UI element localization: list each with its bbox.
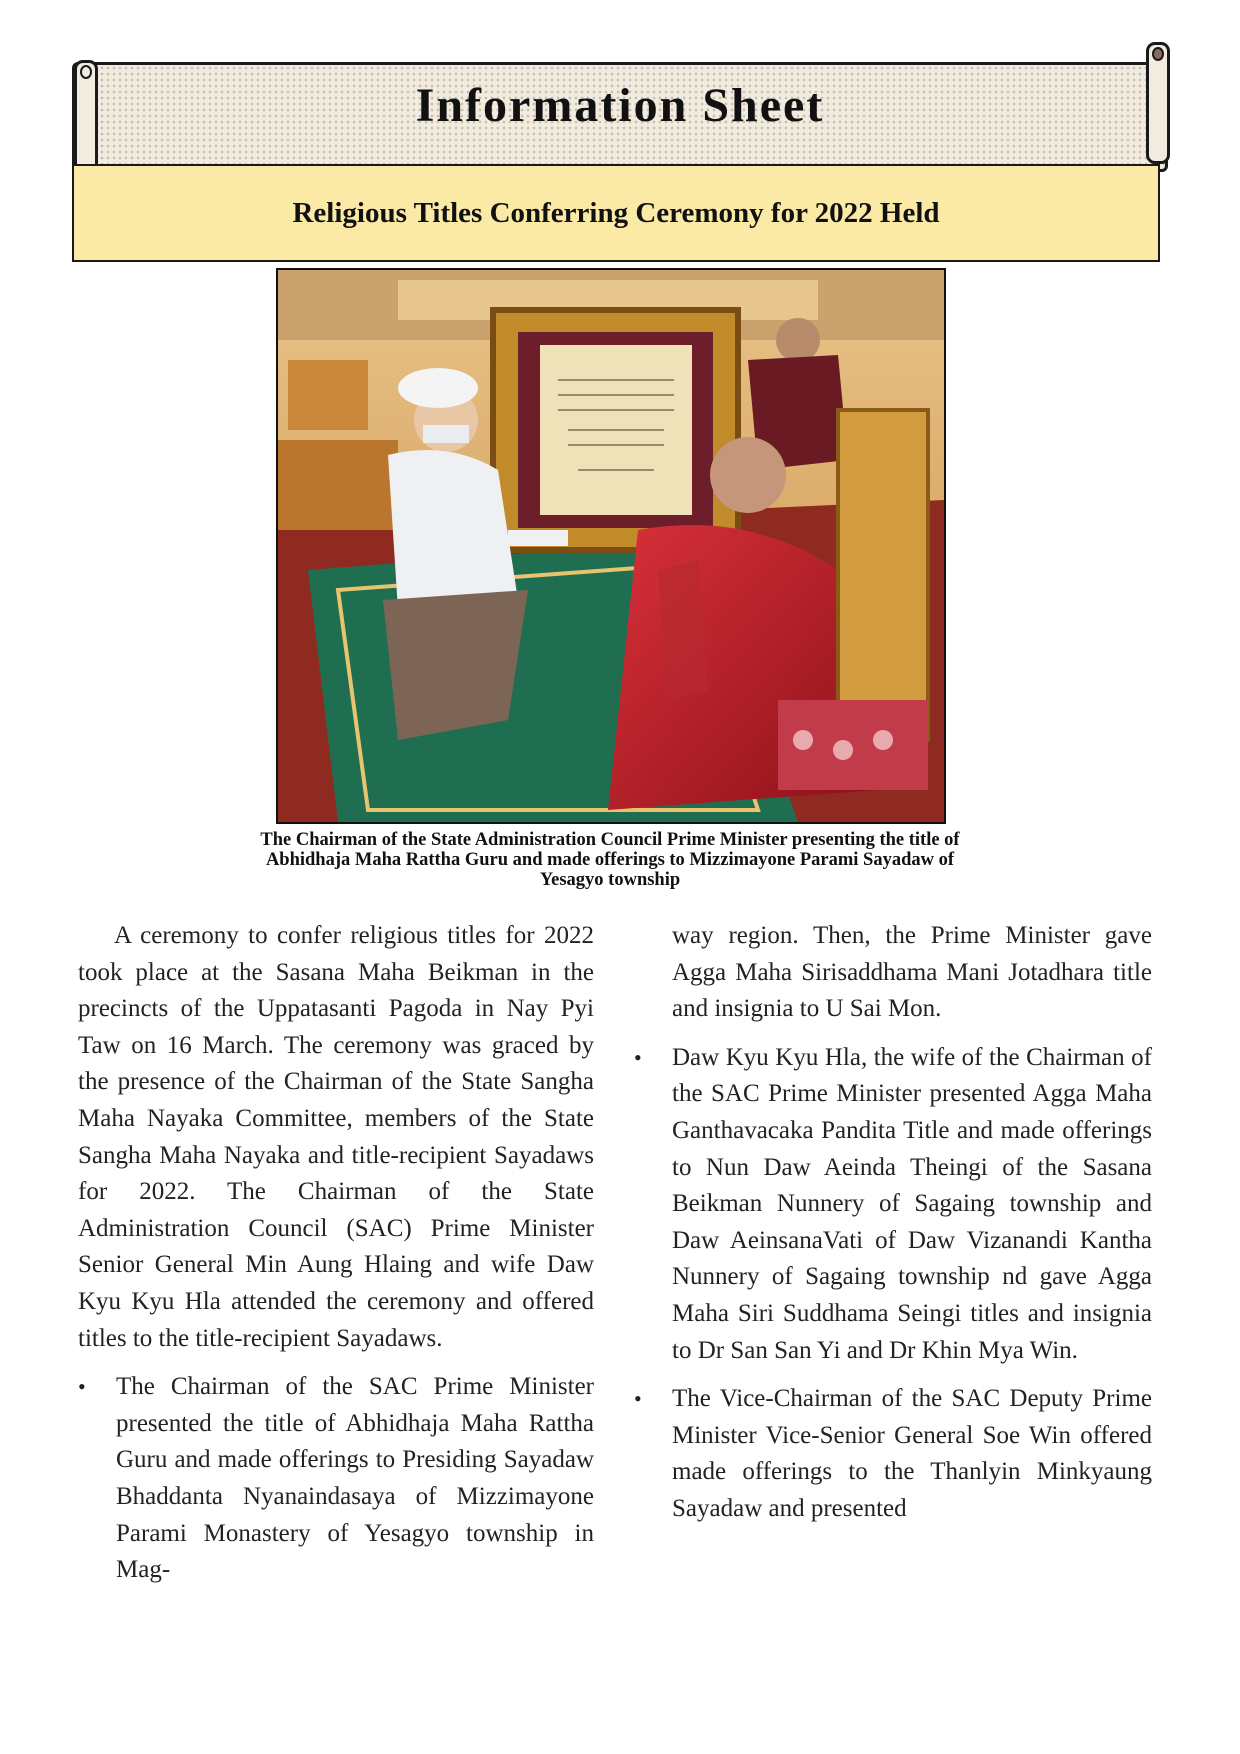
subtitle-box <box>72 164 1160 262</box>
bullet-icon: • <box>634 1386 642 1412</box>
bullet-icon: • <box>78 1374 86 1400</box>
photo-caption: The Chairman of the State Administration Council Prime Minister presenting the title of Abhidhaja Maha Rattha Guru and made offerings to Mizzimayone Parami Sayadaw of Yesagyo township <box>260 830 960 890</box>
page-title: Information Sheet <box>415 79 825 132</box>
bullet-icon: • <box>634 1044 642 1070</box>
bullet-item-2 <box>634 1040 1152 1369</box>
ceremony-photo-illustration <box>278 270 944 822</box>
bullet-item-1 <box>78 1369 594 1589</box>
body-column-left <box>78 918 594 1601</box>
body-column-right <box>634 918 1152 1540</box>
intro-paragraph: A ceremony to confer religious titles for 2022 took place at the Sasana Maha Beikman in the precincts of the Uppatasanti Pagoda in Nay Pyi Taw on 16 March. The ceremony was graced by the presence of the Chairman of the State Sangha Maha Nayaka Committee, members of the State Sangha Maha Nayaka and title-recipient Sayadaws for 2022. The Chairman of the State Administration Council (SAC) Prime Minister Senior General Min Aung Hlaing and wife Daw Kyu Kyu Hla attended the ceremony and offered titles to the title-recipient Sayadaws. <box>78 922 594 1352</box>
bullet-text-2: Daw Kyu Kyu Hla, the wife of the Chairman of the SAC Prime Minister presented Agga Maha Ganthavacaka Pandita Title and made offerings to Nun Daw Aeinda Theingi of the Sasana Beikman Nunnery of Sagaing township and Daw AeinsanaVati of Daw Vizanandi Kantha Nunnery of Sagaing township nd gave Agga Maha Siri Suddhama Seingi titles and insignia to Dr San San Yi and Dr Khin Mya Win. <box>672 1043 1152 1364</box>
bullet-text-3: The Vice-Chairman of the SAC Deputy Prime Minister Vice-Senior General Soe Win offered made offerings to the Thanlyin Minkyaung Sayadaw and presented <box>672 1385 1152 1522</box>
bullet-text-1: The Chairman of the SAC Prime Minister presented the title of Abhidhaja Maha Rattha Guru and made offerings to Presiding Sayadaw Bhaddanta Nyanaindasaya of Mizzimayone Parami Monastery of Yesagyo township in Mag- <box>116 1373 594 1584</box>
bullet-text-1-continued: way region. Then, the Prime Minister gave Agga Maha Sirisaddhama Mani Jotadhara title and insignia to U Sai Mon. <box>672 922 1152 1023</box>
bullet-item-3 <box>634 1381 1152 1527</box>
ceremony-photo <box>276 268 946 824</box>
article-headline: Religious Titles Conferring Ceremony for 2022 Held <box>292 196 940 229</box>
